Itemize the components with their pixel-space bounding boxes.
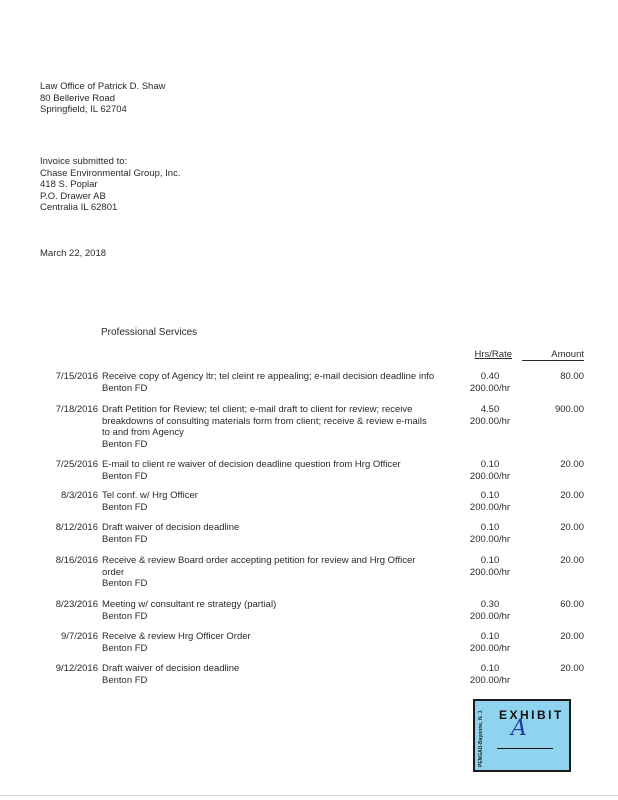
entry-date: 7/15/2016 — [55, 371, 98, 382]
entry-rate: 200.00/hr — [469, 382, 511, 394]
recipient-company: Chase Environmental Group, Inc. — [40, 167, 181, 179]
exhibit-sticker — [473, 699, 571, 772]
entry-description-line: Benton FD — [102, 533, 148, 545]
recipient-po-box: P.O. Drawer AB — [40, 190, 106, 202]
entry-hrs-rate — [462, 631, 518, 654]
page-divider — [0, 795, 618, 796]
entry-date: 9/12/2016 — [55, 663, 98, 674]
entry-description-line: Receive copy of Agency ltr; tel cleint re appealing; e-mail decision deadline info — [102, 371, 435, 382]
entry-rate: 200.00/hr — [469, 415, 511, 427]
entry-description-line: Draft waiver of decision deadline — [102, 522, 240, 533]
entry-hours: 0.10 — [480, 490, 500, 501]
invoice-date: March 22, 2018 — [40, 248, 107, 259]
entry-hrs-rate — [462, 522, 518, 545]
entry-description — [102, 459, 447, 482]
entry-hrs-rate — [462, 599, 518, 622]
entry-amount: 20.00 — [560, 522, 584, 533]
entry-hours: 0.30 — [480, 599, 500, 610]
entry-rate: 200.00/hr — [469, 533, 511, 545]
entry-description-line: Benton FD — [102, 642, 148, 654]
entry-hrs-rate — [462, 404, 518, 427]
entry-amount: 80.00 — [560, 371, 584, 382]
entry-description-line: Draft Petition for Review; tel client; e-mail draft to client for review; receive — [102, 404, 413, 415]
entry-date: 9/7/2016 — [61, 631, 98, 642]
exhibit-label: EXHIBIT — [499, 708, 564, 722]
entry-hours: 0.40 — [480, 371, 500, 382]
entry-rate: 200.00/hr — [469, 610, 511, 622]
entry-description-line: order — [102, 566, 125, 578]
entry-rate: 200.00/hr — [469, 470, 511, 482]
entry-hours: 4.50 — [480, 404, 500, 415]
entry-date: 8/12/2016 — [55, 522, 98, 533]
entry-hrs-rate — [462, 490, 518, 513]
column-header-hrs-rate: Hrs/Rate — [474, 349, 512, 360]
entry-amount: 20.00 — [560, 555, 584, 566]
entry-amount: 20.00 — [560, 663, 584, 674]
entry-description-line: Tel conf. w/ Hrg Officer — [102, 490, 198, 501]
entry-description-line: breakdowns of consulting materials form from client; receive & review e-mails — [102, 415, 427, 427]
exhibit-vendor-text: PENGAD-Bayonne, N. J. — [478, 709, 484, 767]
entry-rate: 200.00/hr — [469, 566, 511, 578]
entry-description-line: Benton FD — [102, 674, 148, 686]
column-header-amount: Amount — [522, 349, 584, 361]
entry-description-line: E-mail to client re waiver of decision deadline question from Hrg Officer — [102, 459, 401, 470]
recipient-intro: Invoice submitted to: — [40, 156, 128, 167]
entry-description-line: Receive & review Hrg Officer Order — [102, 631, 251, 642]
entry-hrs-rate — [462, 663, 518, 686]
entry-description — [102, 631, 447, 654]
entry-description-line: Receive & review Board order accepting petition for review and Hrg Officer — [102, 555, 416, 566]
entry-description — [102, 663, 447, 686]
entry-description-line: Benton FD — [102, 501, 148, 513]
entry-description-line: Benton FD — [102, 470, 148, 482]
entry-amount: 900.00 — [554, 404, 584, 415]
sender-city: Springfield, IL 62704 — [40, 104, 127, 115]
entry-description-line: Benton FD — [102, 610, 148, 622]
entry-description — [102, 555, 447, 590]
entry-date: 8/16/2016 — [55, 555, 98, 566]
entry-hrs-rate — [462, 555, 518, 578]
sender-name: Law Office of Patrick D. Shaw — [40, 81, 166, 92]
entry-amount: 20.00 — [560, 459, 584, 470]
entry-hrs-rate — [462, 459, 518, 482]
exhibit-letter: A — [511, 716, 527, 741]
entry-description — [102, 371, 447, 394]
entry-date: 7/25/2016 — [55, 459, 98, 470]
entry-amount: 60.00 — [560, 599, 584, 610]
entry-description — [102, 490, 447, 513]
sender-address — [40, 81, 166, 116]
entry-description-line: Meeting w/ consultant re strategy (partial) — [102, 599, 277, 610]
entry-description-line: Benton FD — [102, 382, 148, 394]
entry-description — [102, 404, 447, 450]
entry-hours: 0.10 — [480, 663, 500, 674]
entry-rate: 200.00/hr — [469, 674, 511, 686]
entry-rate: 200.00/hr — [469, 642, 511, 654]
entry-description — [102, 522, 447, 545]
entry-date: 7/18/2016 — [55, 404, 98, 415]
recipient-address — [40, 156, 180, 214]
entry-date: 8/3/2016 — [61, 490, 98, 501]
entry-description — [102, 599, 447, 622]
entry-hours: 0.10 — [480, 555, 500, 566]
entry-hours: 0.10 — [480, 522, 500, 533]
entry-hours: 0.10 — [480, 459, 500, 470]
entry-description-line: Benton FD — [102, 578, 148, 589]
recipient-street: 418 S. Poplar — [40, 179, 98, 190]
recipient-city: Centralia IL 62801 — [40, 202, 118, 213]
entry-description-line: Draft waiver of decision deadline — [102, 663, 240, 674]
entry-hours: 0.10 — [480, 631, 500, 642]
entry-description-line: to and from Agency — [102, 427, 184, 438]
exhibit-underline — [497, 748, 553, 749]
entry-rate: 200.00/hr — [469, 501, 511, 513]
entry-amount: 20.00 — [560, 490, 584, 501]
section-title: Professional Services — [101, 327, 198, 338]
sender-street: 80 Bellerive Road — [40, 92, 115, 104]
entry-description-line: Benton FD — [102, 438, 148, 450]
entry-amount: 20.00 — [560, 631, 584, 642]
entry-hrs-rate — [462, 371, 518, 394]
entry-date: 8/23/2016 — [55, 599, 98, 610]
